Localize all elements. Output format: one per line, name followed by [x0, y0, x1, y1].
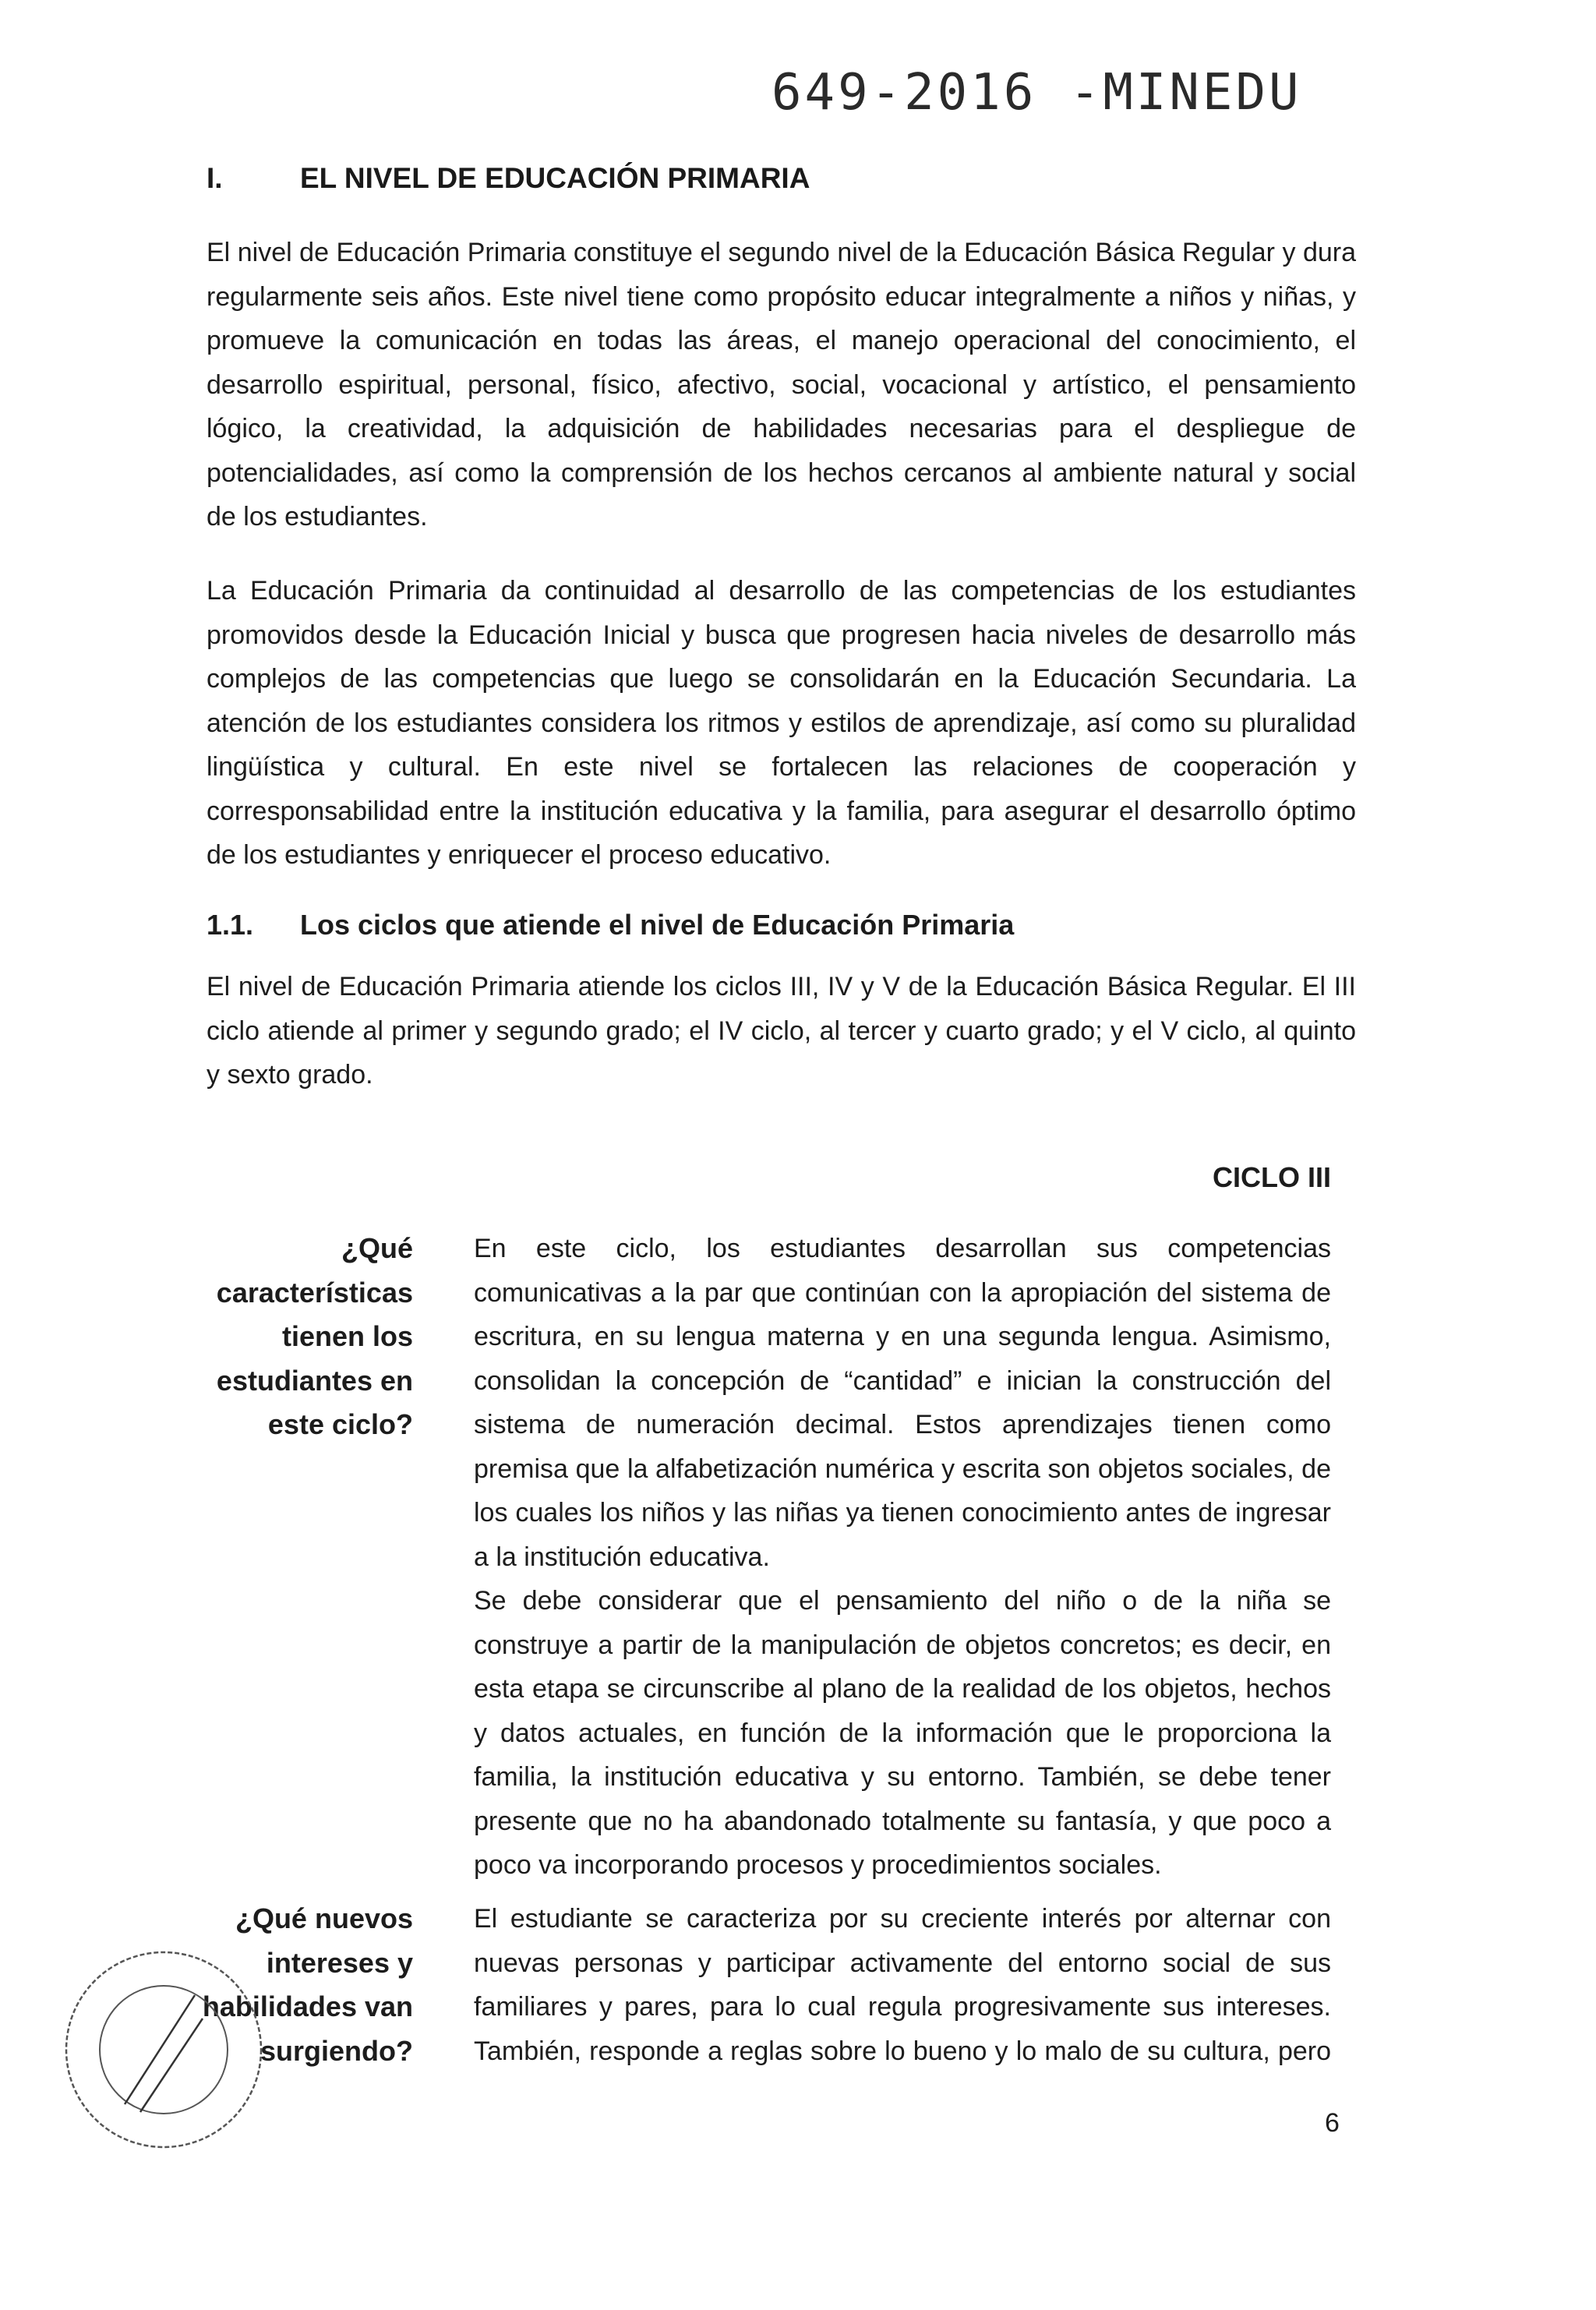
official-stamp — [47, 1933, 281, 2167]
paragraph-2 — [207, 569, 1356, 878]
text-line: a la institución educativa. — [474, 1542, 770, 1572]
text-line: premisa que la alfabetización numérica y escrita son objetos sociales, de — [474, 1453, 1331, 1484]
text-line: los cuales los niños y las niñas ya tienen conocimiento antes de ingresar — [474, 1498, 1331, 1528]
text-line: consolidan la concepción de “cantidad” e inician la construcción del — [474, 1365, 1331, 1396]
text-line: habilidades van — [202, 1990, 413, 2022]
subsection-heading — [207, 909, 1014, 941]
text-line: construye a partir de la manipulación de objetos concretos; es decir, en — [474, 1630, 1331, 1660]
text-line: escritura, en su lengua materna y en una segunda lengua. Asimismo, — [474, 1322, 1331, 1351]
text-line: estudiantes en — [216, 1364, 413, 1397]
text-line: corresponsabilidad entre la institución educativa y la familia, para asegurar el desarrollo óptimo — [207, 796, 1356, 826]
text-line: desarrollo espiritual, personal, físico, afectivo, social, vocacional y artístico, el pensamiento — [207, 369, 1356, 400]
text-line: y sexto grado. — [207, 1060, 373, 1090]
text-line: características — [216, 1276, 413, 1309]
text-line: sistema de numeración decimal. Estos aprendizajes tienen como — [474, 1410, 1331, 1439]
text-line: promueve la comunicación en todas las áreas, el manejo operacional del conocimiento, el — [207, 326, 1356, 355]
text-line: potencialidades, así como la comprensión de los hechos cercanos al ambiente natural y social — [207, 457, 1356, 488]
text-line: de los estudiantes. — [207, 502, 428, 532]
paragraph-1 — [207, 231, 1356, 539]
subsection-number: 1.1. — [207, 909, 254, 941]
text-line: ¿Qué nuevos — [235, 1902, 413, 1934]
text-line: de los estudiantes y enriquecer el proceso educativo. — [207, 840, 832, 870]
text-line: lingüística y cultural. En este nivel se fortalecen las relaciones de cooperación y — [207, 752, 1356, 782]
section-number: I. — [207, 162, 223, 194]
text-line: promovidos desde la Educación Inicial y busca que progresen hacia niveles de desarrollo más — [207, 620, 1356, 650]
text-line: atención de los estudiantes considera los ritmos y estilos de aprendizaje, así como su pluralidad — [207, 708, 1356, 738]
text-line: intereses y — [266, 1946, 413, 1979]
text-line: ciclo atiende al primer y segundo grado; el IV ciclo, al tercer y cuarto grado; y el V ciclo, al quinto — [207, 1015, 1356, 1046]
text-line: El nivel de Educación Primaria atiende los ciclos III, IV y V de la Educación Básica Regular. El III — [207, 972, 1356, 1001]
text-line: También, responde a reglas sobre lo bueno y lo malo de su cultura, pero — [474, 2036, 1331, 2066]
text-line: El nivel de Educación Primaria constituye el segundo nivel de la Educación Básica Regular y dura — [207, 238, 1356, 267]
text-line: esta etapa se circunscribe al plano de la realidad de los objetos, hechos — [474, 1674, 1331, 1704]
subsection-title: Los ciclos que atiende el nivel de Educación Primaria — [300, 909, 1015, 941]
text-line: En este ciclo, los estudiantes desarrollan sus competencias — [474, 1234, 1331, 1263]
question-1-label — [179, 1227, 413, 1447]
text-line: familia, la institución educativa y su entorno. También, se debe tener — [474, 1762, 1331, 1792]
answer-2 — [474, 1897, 1331, 2073]
page-number: 6 — [1325, 2108, 1340, 2138]
section-heading — [207, 162, 810, 195]
text-line: La Educación Primaria da continuidad al desarrollo de las competencias de los estudiantes — [207, 576, 1356, 606]
ciclo-title: CICLO III — [1213, 1161, 1331, 1193]
text-line: regularmente seis años. Este nivel tiene como propósito educar integralmente a niños y niñas, y — [207, 281, 1356, 312]
text-line: lógico, la creatividad, la adquisición de habilidades necesarias para el despliegue de — [207, 414, 1356, 443]
text-line: Se debe considerar que el pensamiento del niño o de la niña se — [474, 1586, 1331, 1616]
stamp-signature-icon — [125, 1995, 203, 2112]
text-line: presente que no ha abandonado totalmente su fantasía, y que poco a — [474, 1806, 1331, 1836]
text-line: poco va incorporando procesos y procedimientos sociales. — [474, 1850, 1162, 1880]
text-line: familiares y pares, para lo cual regula progresivamente sus intereses. — [474, 1992, 1331, 2022]
text-line: ¿Qué — [341, 1232, 413, 1264]
text-line: tienen los — [281, 1320, 413, 1352]
answer-1 — [474, 1227, 1331, 1888]
text-line: este ciclo? — [267, 1408, 413, 1440]
text-line: El estudiante se caracteriza por su creciente interés por alternar con — [474, 1904, 1331, 1934]
text-line: comunicativas a la par que continúan con la apropiación del sistema de — [474, 1277, 1331, 1308]
section-title: EL NIVEL DE EDUCACIÓN PRIMARIA — [300, 162, 810, 194]
paragraph-3 — [207, 965, 1356, 1097]
text-line: complejos de las competencias que luego se consolidarán en la Educación Secundaria. La — [207, 664, 1356, 694]
text-line: surgiendo? — [260, 2034, 413, 2067]
text-line: nuevas personas y participar activamente del entorno social de sus — [474, 1948, 1331, 1978]
document-code: 649-2016 -MINEDU — [772, 64, 1302, 122]
text-line: y datos actuales, en función de la información que le proporciona la — [474, 1718, 1331, 1748]
